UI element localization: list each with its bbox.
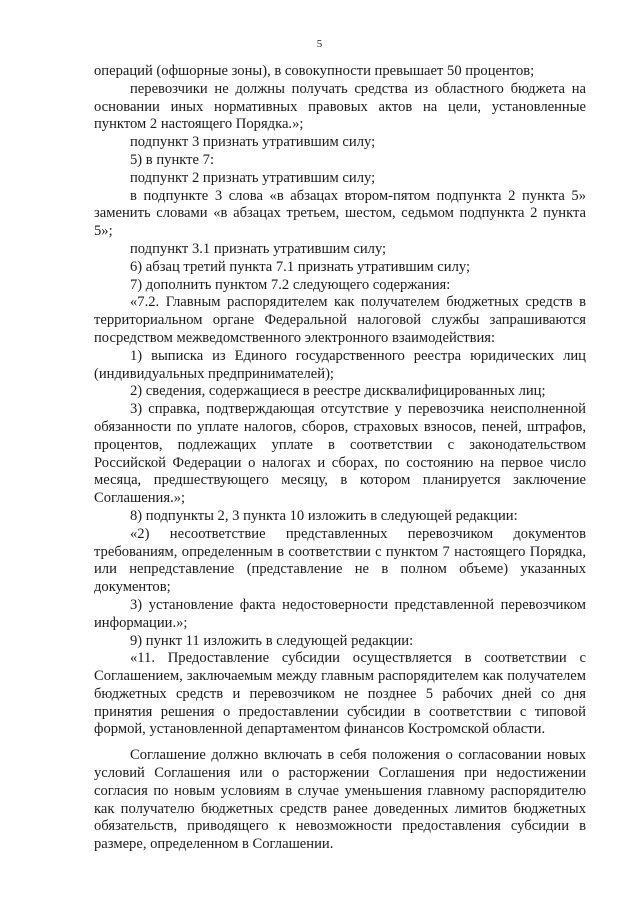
paragraph: 5) в пункте 7: xyxy=(130,151,215,168)
paragraph: 7) дополнить пунктом 7.2 следующего содержания: xyxy=(130,276,451,293)
paragraph: 9) пункт 11 изложить в следующей редакции: xyxy=(130,632,414,649)
paragraph: 6) абзац третий пункта 7.1 признать утратившим силу; xyxy=(130,258,471,275)
paragraph: 3) справка, подтверждающая отсутствие у перевозчика неисполненной обязанности по уплате налогов, сборов, страховых взносов, пеней, штрафов, процентов, подлежащих уплате в соответствии с законодательством Российской Федерации о налогах и сборах, по состоянию на первое число месяца, предшествующего месяцу, в котором планируется заключение Соглашения.»; xyxy=(94,401,586,507)
paragraph: «2) несоответствие представленных перевозчиком документов требованиям, определенным в соответствии с пунктом 7 настоящего Порядка, или непредставление (представление не в полном объеме) указанных документов; xyxy=(94,525,586,596)
paragraph: 8) подпункты 2, 3 пункта 10 изложить в следующей редакции: xyxy=(130,507,518,524)
paragraph: подпункт 3 признать утратившим силу; xyxy=(130,134,376,151)
paragraph: 2) сведения, содержащиеся в реестре дисквалифицированных лиц; xyxy=(130,383,546,400)
paragraph: операций (офшорные зоны), в совокупности превышает 50 процентов; xyxy=(94,63,535,79)
paragraph: 3) установление факта недостоверности представленной перевозчиком информации.»; xyxy=(94,596,586,631)
paragraph: подпункт 2 признать утратившим силу; xyxy=(130,169,376,186)
paragraph: в подпункте 3 слова «в абзацах втором-пятом подпункта 2 пункта 5» заменить словами «в абзацах третьем, шестом, седьмом подпункта 2 пункта 5»; xyxy=(94,187,586,240)
paragraph: Соглашение должно включать в себя положения о согласовании новых условий Соглашения или о расторжении Соглашения при недостижении согласия по новым условиям в случае уменьшения главному распорядителю как получателю бюджетных средств ранее доведенных лимитов бюджетных обязательств, приводящего к невозможности предоставления субсидии в размере, определенном в Соглашении. xyxy=(94,747,586,853)
page-number: 5 xyxy=(316,38,323,50)
paragraph: «11. Предоставление субсидии осуществляется в соответствии с Соглашением, заключаемым между главным распорядителем как получателем бюджетных средств и перевозчиком не позднее 5 рабочих дней со дня принятия решения о предоставлении субсидии в соответствии с типовой формой, установленной департаментом финансов Костромской области. xyxy=(94,650,586,738)
paragraph: перевозчики не должны получать средства из областного бюджета на основании иных нормативных правовых актов на цели, установленные пунктом 2 настоящего Порядка.»; xyxy=(94,80,586,133)
paragraph: подпункт 3.1 признать утратившим силу; xyxy=(130,240,387,257)
paragraph: 1) выписка из Единого государственного реестра юридических лиц (индивидуальных предпринимателей); xyxy=(94,347,586,382)
paragraph: «7.2. Главным распорядителем как получателем бюджетных средств в территориальном органе Федеральной налоговой службы запрашиваются посредством межведомственного электронного взаимодействия: xyxy=(94,294,586,346)
document-body xyxy=(94,63,586,854)
